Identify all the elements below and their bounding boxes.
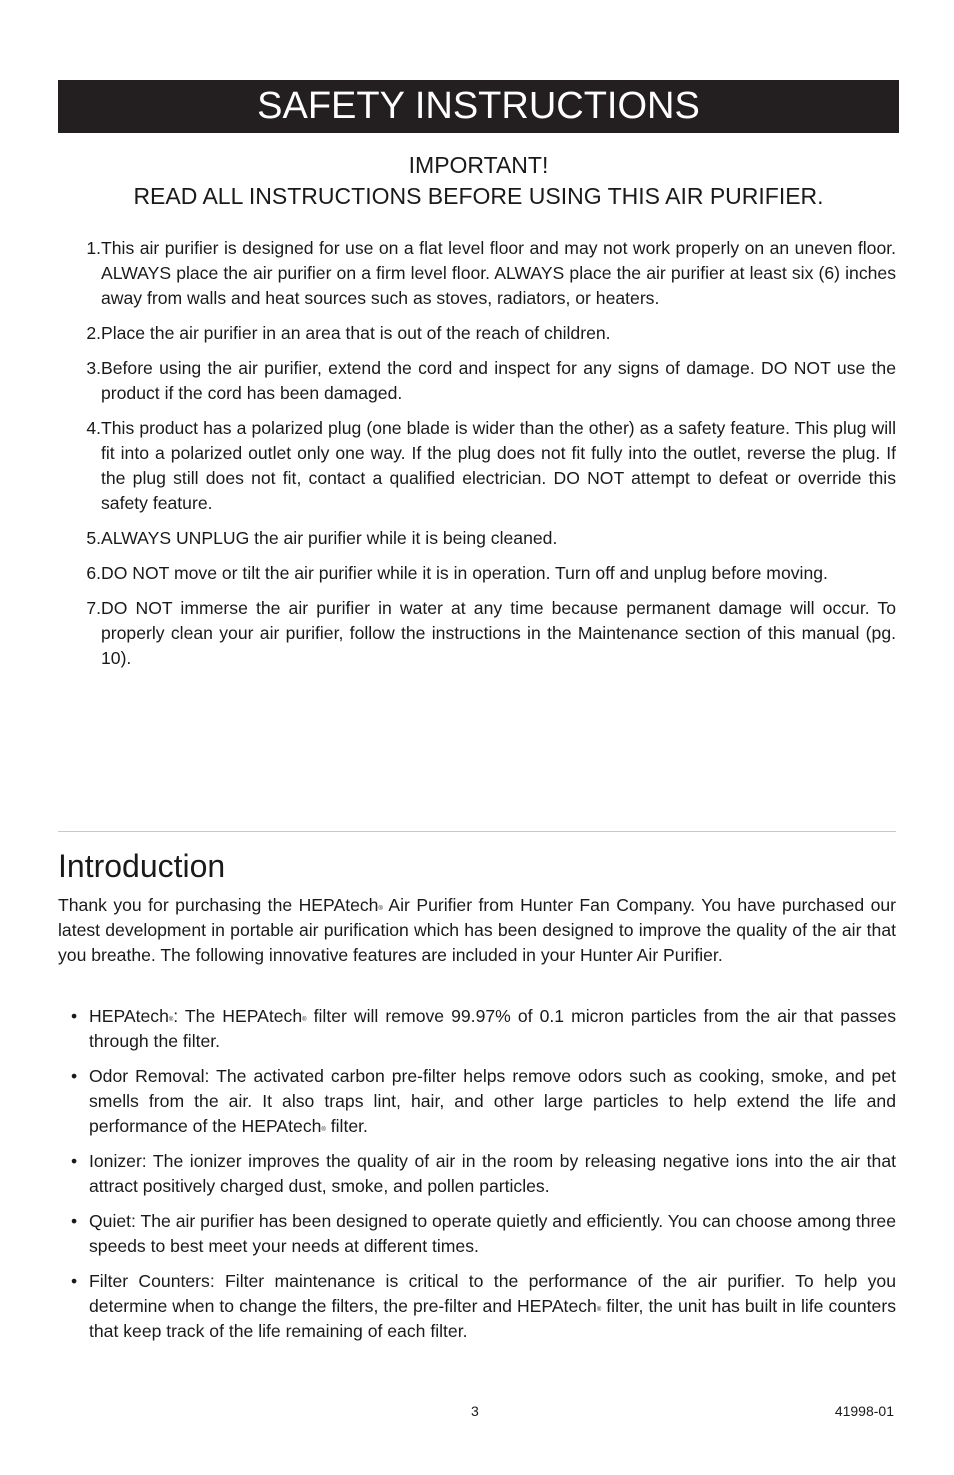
item-text: DO NOT immerse the air purifier in water at any time because permanent damage will occur. To properly clean your air purifier, follow the instructions in the Maintenance section of this manual (pg. 10).: [101, 598, 896, 668]
feature-text: HEPAtech®: The HEPAtech® filter will remove 99.97% of 0.1 micron particles from the air that passes through the filter.: [89, 1006, 896, 1051]
item-number: 3.: [86, 358, 101, 378]
bullet: •: [71, 1271, 78, 1291]
feature-text: Odor Removal: The activated carbon pre-filter helps remove odors such as cooking, smoke, and pet smells from the air. It also traps lint, hair, and other large particles to help extend the life and performance of the HEPAtech® filter.: [89, 1066, 896, 1136]
document-number: 41998-01: [834, 1403, 894, 1419]
feature-item: [58, 1004, 896, 1054]
features-list: [58, 1004, 896, 1354]
feature-item: [58, 1209, 896, 1259]
registered-mark: ®: [378, 906, 383, 912]
feature-text: Ionizer: The ionizer improves the quality of air in the room by releasing negative ions into the air that attract positively charged dust, smoke, and pollen particles.: [89, 1151, 896, 1196]
item-number: 1.: [86, 238, 101, 258]
item-number: 4.: [86, 418, 101, 438]
bullet: •: [71, 1151, 78, 1171]
important-line-2: READ ALL INSTRUCTIONS BEFORE USING THIS AIR PURIFIER.: [133, 183, 824, 209]
item-number: 7.: [86, 598, 101, 618]
registered-mark: ®: [321, 1127, 326, 1133]
item-text: This product has a polarized plug (one blade is wider than the other) as a safety feature. This plug will fit into a polarized outlet only one way. If the plug does not fit fully into the outlet, reverse the plug. If the plug still does not fit, contact a qualified electrician. DO NOT attempt to defeat or override this safety feature.: [101, 418, 896, 513]
page-number: 3: [471, 1403, 479, 1419]
section-title-banner: [58, 80, 899, 133]
item-text: This air purifier is designed for use on a flat level floor and may not work properly on an uneven floor. ALWAYS place the air purifier on a firm level floor. ALWAYS place the air purifier at least six (6) inches away from walls and heat sources such as stoves, radiators, or heaters.: [101, 238, 896, 308]
item-text: Before using the air purifier, extend the cord and inspect for any signs of damage. DO NOT use the product if the cord has been damaged.: [101, 358, 896, 403]
item-number: 5.: [86, 528, 101, 548]
safety-item: [58, 596, 896, 671]
feature-text: Quiet: The air purifier has been designed to operate quietly and efficiently. You can choose among three speeds to best meet your needs at different times.: [89, 1211, 896, 1256]
safety-item: [58, 416, 896, 516]
safety-instructions-list: [58, 236, 896, 681]
safety-item: [58, 321, 896, 346]
bullet: •: [71, 1066, 78, 1086]
safety-item: [58, 356, 896, 406]
bullet: •: [71, 1211, 78, 1231]
item-text: Place the air purifier in an area that is out of the reach of children.: [101, 323, 611, 343]
safety-item: [58, 561, 896, 586]
item-number: 6.: [86, 563, 101, 583]
item-number: 2.: [86, 323, 101, 343]
item-text: DO NOT move or tilt the air purifier while it is in operation. Turn off and unplug before moving.: [101, 563, 828, 583]
important-notice: [58, 150, 899, 212]
introduction-paragraph: Thank you for purchasing the HEPAtech® Air Purifier from Hunter Fan Company. You have purchased our latest development in portable air purification which has been designed to improve the quality of the air that you breathe. The following innovative features are included in your Hunter Air Purifier.: [58, 895, 897, 965]
feature-text: Filter Counters: Filter maintenance is critical to the performance of the air purifier. To help you determine when to change the filters, the pre-filter and HEPAtech® filter, the unit has built in life counters that keep track of the life remaining of each filter.: [89, 1271, 896, 1341]
registered-mark: ®: [596, 1307, 602, 1313]
registered-mark: ®: [302, 1017, 307, 1023]
bullet: •: [71, 1006, 78, 1026]
feature-item: [58, 1064, 896, 1139]
safety-item: [58, 526, 896, 551]
feature-item: [58, 1149, 896, 1199]
safety-item: [58, 236, 896, 311]
important-line-1: IMPORTANT!: [408, 152, 549, 178]
registered-mark: ®: [168, 1017, 174, 1023]
section-divider: [58, 831, 896, 832]
introduction-heading: Introduction: [58, 848, 226, 884]
feature-item: [58, 1269, 896, 1344]
item-text: ALWAYS UNPLUG the air purifier while it is being cleaned.: [101, 528, 558, 548]
page-title: SAFETY INSTRUCTIONS: [257, 85, 700, 127]
